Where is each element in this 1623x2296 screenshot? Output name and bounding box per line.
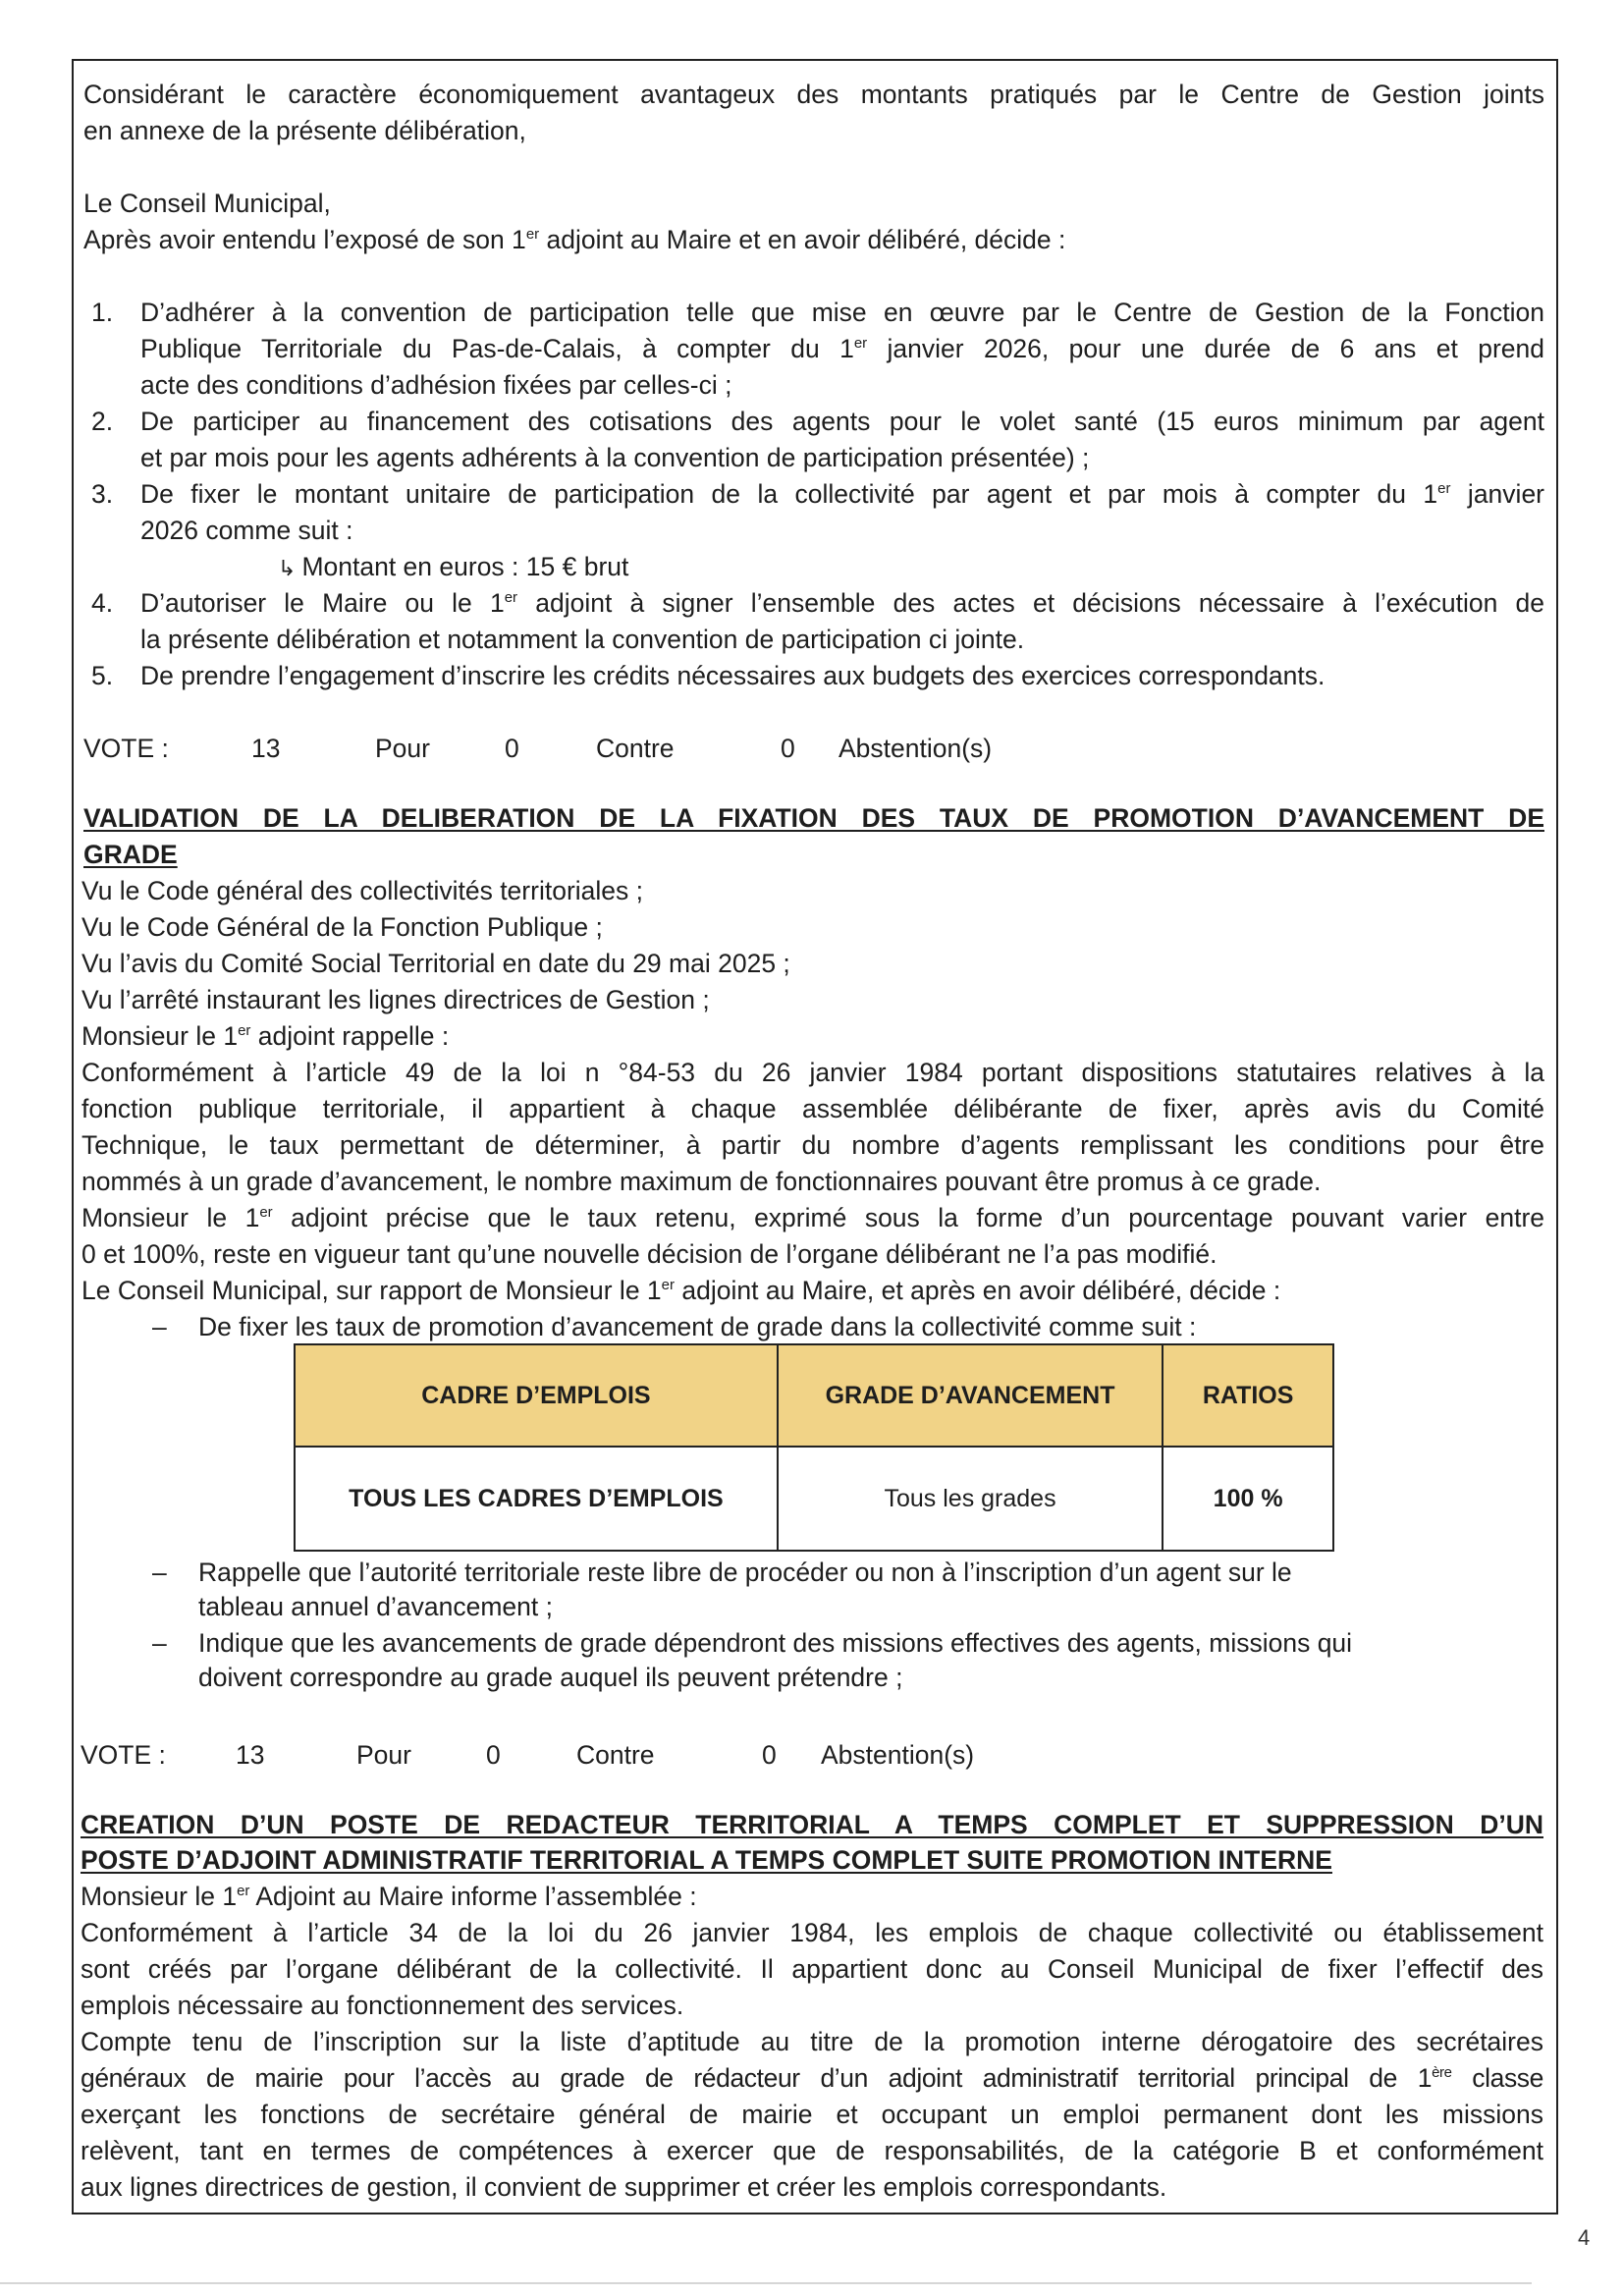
conformement-line-2: fonction publique territoriale, il appartient à chaque assemblée délibérante de fixer, après avis du Comité xyxy=(81,1094,1544,1123)
arrow-right-icon: ↳ xyxy=(278,556,297,580)
article34-line-3: emplois nécessaire au fonctionnement des services. xyxy=(81,1991,684,2020)
vote-abstention-count: 0 xyxy=(781,734,795,763)
header-cadre-emplois: CADRE D’EMPLOIS xyxy=(295,1344,778,1447)
header-ratios: RATIOS xyxy=(1163,1344,1333,1447)
cell-grade-avancement: Tous les grades xyxy=(778,1447,1163,1551)
decision-1-line-2: Publique Territoriale du Pas-de-Calais, à compter du 1er janvier 2026, pour une durée de 6 ans et prend xyxy=(140,334,1544,363)
precise-line-1: Monsieur le 1er adjoint précise que le taux retenu, exprimé sous la forme d’un pourcentage pouvant varier entre xyxy=(81,1203,1545,1232)
scan-edge-line xyxy=(0,2282,1532,2284)
decision-number-1: 1. xyxy=(91,298,114,327)
vote-pour-count: 13 xyxy=(236,1740,265,1770)
decision-1-line-3: acte des conditions d’adhésion fixées par celles-ci ; xyxy=(140,370,732,400)
decision-4-line-2: la présente délibération et notamment la convention de participation ci jointe. xyxy=(140,625,1025,654)
decision-1-line-1: D’adhérer à la convention de participation telle que mise en œuvre par le Centre de Gestion de la Fonction xyxy=(140,298,1544,327)
table-row xyxy=(295,1447,1333,1551)
decision-4-line-1: D’autoriser le Maire ou le 1er adjoint à signer l’ensemble des actes et décisions nécessaire à l’exécution de xyxy=(140,588,1544,618)
informe-line: Monsieur le 1er Adjoint au Maire informe l’assemblée : xyxy=(81,1882,697,1911)
conformement-line-4: nommés à un grade d’avancement, le nombre maximum de fonctionnaires pouvant être promus à ce grade. xyxy=(81,1167,1322,1196)
section-2-title-line-2: GRADE xyxy=(83,840,178,869)
vu-line-2: Vu le Code Général de la Fonction Publique ; xyxy=(81,912,603,942)
vote-contre-count: 0 xyxy=(486,1740,501,1770)
compte-tenu-line-2: généraux de mairie pour l’accès au grade de rédacteur d’un adjoint administratif territorial principal de 1ère classe xyxy=(81,2063,1543,2093)
conseil-decide-line: Le Conseil Municipal, sur rapport de Monsieur le 1er adjoint au Maire, et après en avoir délibéré, décide : xyxy=(81,1276,1281,1305)
section-3-title-line-1: CREATION D’UN POSTE DE REDACTEUR TERRITORIAL A TEMPS COMPLET ET SUPPRESSION D’UN xyxy=(81,1810,1543,1839)
rappelle-line: Monsieur le 1er adjoint rappelle : xyxy=(81,1021,450,1051)
vote-pour-label: Pour xyxy=(375,734,430,763)
compte-tenu-line-3: exerçant les fonctions de secrétaire général de mairie et occupant un emploi permanent dont les missions xyxy=(81,2100,1543,2129)
vote-abstention-label: Abstention(s) xyxy=(821,1740,975,1770)
vote-contre-label: Contre xyxy=(596,734,675,763)
montant-line: ↳ Montant en euros : 15 € brut xyxy=(278,552,629,581)
conformement-line-3: Technique, le taux permettant de déterminer, à partir du nombre d’agents remplissant les conditions pour être xyxy=(81,1130,1544,1160)
bullet-2-line-1: Rappelle que l’autorité territoriale reste libre de procéder ou non à l’inscription d’un agent sur le xyxy=(198,1558,1292,1587)
conseil-municipal-label: Le Conseil Municipal, xyxy=(83,189,331,218)
decision-5-line-1: De prendre l’engagement d’inscrire les crédits nécessaires aux budgets des exercices correspondants. xyxy=(140,661,1325,690)
vote-abstention-label: Abstention(s) xyxy=(839,734,993,763)
decision-number-5: 5. xyxy=(91,661,114,690)
promotion-ratios-table xyxy=(294,1343,1334,1552)
vu-line-4: Vu l’arrêté instaurant les lignes directrices de Gestion ; xyxy=(81,985,710,1014)
compte-tenu-line-1: Compte tenu de l’inscription sur la liste d’aptitude au titre de la promotion interne dérogatoire des secrétaires xyxy=(81,2027,1543,2056)
apres-avoir-line: Après avoir entendu l’exposé de son 1er adjoint au Maire et en avoir délibéré, décide : xyxy=(83,225,1066,254)
cell-cadre-emplois: TOUS LES CADRES D’EMPLOIS xyxy=(295,1447,778,1551)
decision-2-line-2: et par mois pour les agents adhérents à la convention de participation présentée) ; xyxy=(140,443,1090,472)
bullet-3-line-2: doivent correspondre au grade auquel ils peuvent prétendre ; xyxy=(198,1663,903,1692)
vote-label: VOTE : xyxy=(83,734,169,763)
decision-number-3: 3. xyxy=(91,479,114,509)
decision-2-line-1: De participer au financement des cotisations des agents pour le volet santé (15 euros minimum par agent xyxy=(140,407,1544,436)
vu-line-1: Vu le Code général des collectivités territoriales ; xyxy=(81,876,643,905)
article34-line-2: sont créés par l’organe délibérant de la collectivité. Il appartient donc au Conseil Municipal de fixer l’effectif des xyxy=(81,1954,1543,1984)
table-header-row xyxy=(295,1344,1333,1447)
decision-3-line-1: De fixer le montant unitaire de participation de la collectivité par agent et par mois à compter du 1er janvier xyxy=(140,479,1545,509)
vote-contre-label: Contre xyxy=(576,1740,655,1770)
cell-ratio: 100 % xyxy=(1163,1447,1333,1551)
page-number: 4 xyxy=(1578,2225,1591,2250)
dash-bullet-1: – xyxy=(152,1312,167,1341)
compte-tenu-line-4: relèvent, tant en termes de compétences à exercer que de responsabilités, de la catégorie B et conformément xyxy=(81,2136,1543,2165)
compte-tenu-line-5: aux lignes directrices de gestion, il convient de supprimer et créer les emplois correspondants. xyxy=(81,2172,1167,2202)
precise-line-2: 0 et 100%, reste en vigueur tant qu’une nouvelle décision de l’organe délibérant ne l’a pas modifié. xyxy=(81,1239,1217,1269)
vote-pour-count: 13 xyxy=(251,734,281,763)
bullet-3-line-1: Indique que les avancements de grade dépendront des missions effectives des agents, missions qui xyxy=(198,1628,1353,1658)
section-3-title-line-2: POSTE D’ADJOINT ADMINISTRATIF TERRITORIAL A TEMPS COMPLET SUITE PROMOTION INTERNE xyxy=(81,1845,1332,1875)
dash-bullet-3: – xyxy=(152,1628,167,1658)
decision-3-line-2: 2026 comme suit : xyxy=(140,516,353,545)
decision-number-2: 2. xyxy=(91,407,114,436)
section-2-title-line-1: VALIDATION DE LA DELIBERATION DE LA FIXATION DES TAUX DE PROMOTION D’AVANCEMENT DE xyxy=(83,803,1544,833)
article34-line-1: Conformément à l’article 34 de la loi du 26 janvier 1984, les emplois de chaque collectivité ou établissement xyxy=(81,1918,1543,1947)
vote-pour-label: Pour xyxy=(356,1740,411,1770)
vu-line-3: Vu l’avis du Comité Social Territorial en date du 29 mai 2025 ; xyxy=(81,949,790,978)
bullet-2-line-2: tableau annuel d’avancement ; xyxy=(198,1592,553,1621)
vote-contre-count: 0 xyxy=(505,734,519,763)
vote-abstention-count: 0 xyxy=(762,1740,777,1770)
vote-label: VOTE : xyxy=(81,1740,166,1770)
header-grade-avancement: GRADE D’AVANCEMENT xyxy=(778,1344,1163,1447)
dash-bullet-2: – xyxy=(152,1558,167,1587)
conformement-line-1: Conformément à l’article 49 de la loi n °84-53 du 26 janvier 1984 portant dispositions statutaires relatives à la xyxy=(81,1058,1544,1087)
considerant-line-2: en annexe de la présente délibération, xyxy=(83,116,526,145)
bullet-1-text: De fixer les taux de promotion d’avancement de grade dans la collectivité comme suit : xyxy=(198,1312,1197,1341)
considerant-line-1: Considérant le caractère économiquement avantageux des montants pratiqués par le Centre de Gestion joints xyxy=(83,80,1544,109)
decision-number-4: 4. xyxy=(91,588,114,618)
